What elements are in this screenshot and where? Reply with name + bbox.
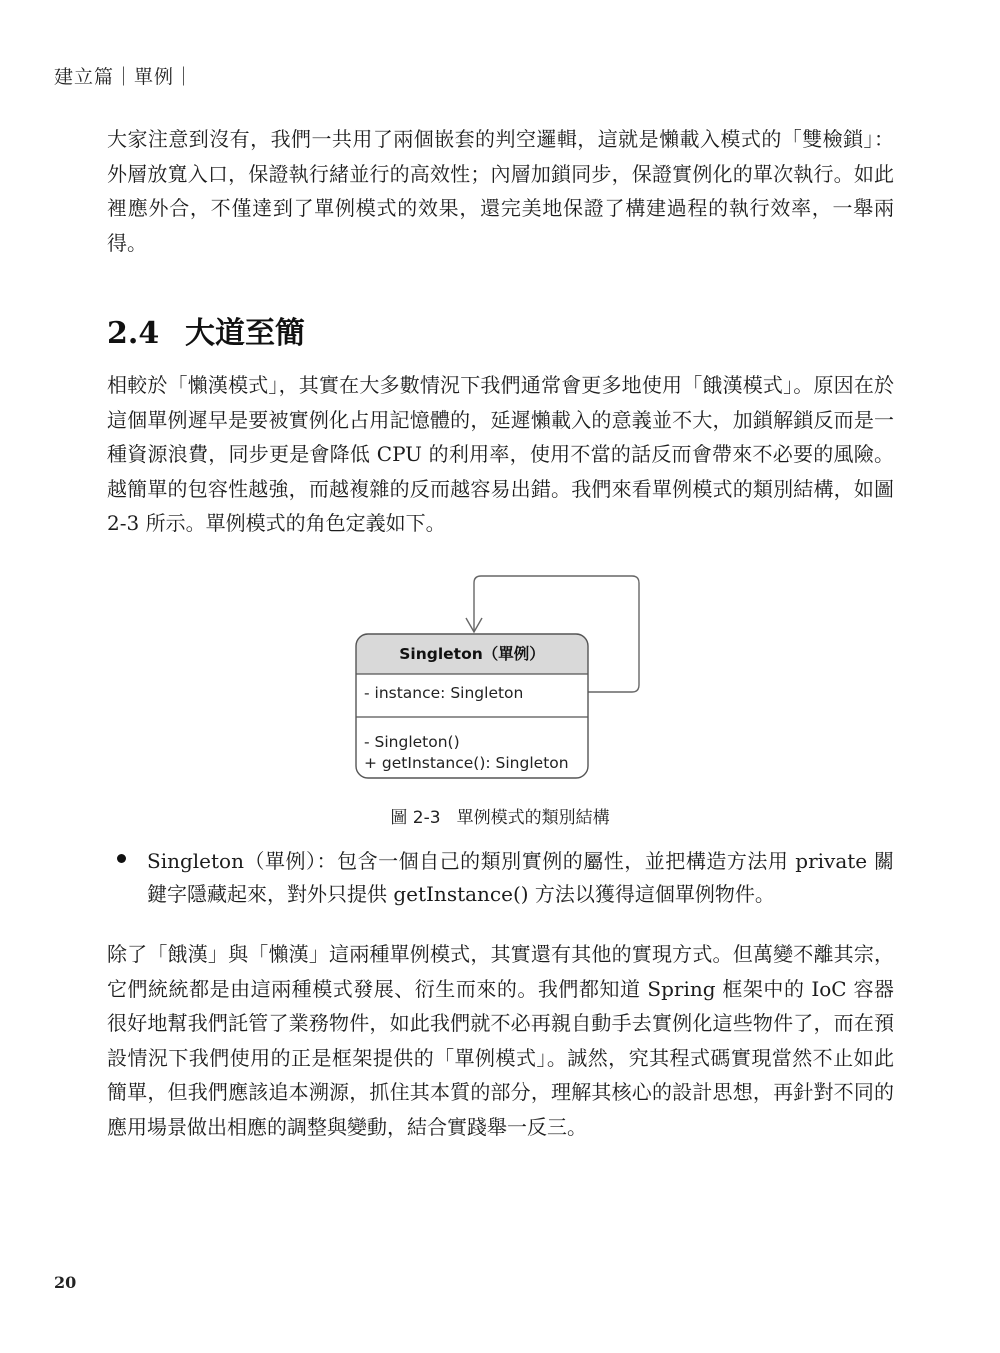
bullet-text: Singleton（單例）：包含一個自己的類別實例的屬性，並把構造方法用 private 關鍵字隱藏起來，對外只提供 getInstance() 方法以獲得這個單例物件。 [147,849,894,906]
class-name: Singleton（單例） [399,645,545,663]
bullet-icon [117,854,126,863]
section-title: 大道至簡 [185,316,305,351]
figure-caption-text: 單例模式的類別結構 [456,808,610,828]
section-number: 2.4 [107,316,160,351]
body-paragraph: 大家注意到沒有，我們一共用了兩個嵌套的判空邏輯，這就是懶載入模式的「雙檢鎖」：外層放寬入口，保證執行緒並行的高效性；內層加鎖同步，保證實例化的單次執行。如此裡應外合，不僅達到了單例模式的效果，還完美地保證了構建過程的執行效率，一舉兩得。 [107,127,894,255]
body-paragraph: 除了「餓漢」與「懶漢」這兩種單例模式，其實還有其他的實現方式。但萬變不離其宗，它們統統都是由這兩種模式發展、衍生而來的。我們都知道 Spring 框架中的 IoC 容器很好地幫我們託管了業務物件，如此我們就不必再親自動手去實例化這些物件了，而在預設情況下我們使用的正是框架提供的「單例模式」。誠然，究其程式碼實現當然不止如此簡單，但我們應該追本溯源，抓住其本質的部分，理解其核心的設計思想，再針對不同的應用場景做出相應的調整與變動，結合實踐舉一反三。 [107,942,894,1139]
class-method: + getInstance(): Singleton [364,754,569,772]
page-number: 20 [54,1273,77,1292]
figure-number: 圖 2-3 [390,808,441,828]
body-paragraph: 相較於「懶漢模式」，其實在大多數情況下我們通常會更多地使用「餓漢模式」。原因在於這個單例遲早是要被實例化占用記憶體的，延遲懶載入的意義並不大，加鎖解鎖反而是一種資源浪費，同步更是會降低 CPU 的利用率，使用不當的話反而會帶來不必要的風險。越簡單的包容性越強，而越複雜的反而越容易出錯。我們來看單例模式的類別結構，如圖 2-3 所示。單例模式的角色定義如下。 [107,373,894,535]
class-method: - Singleton() [364,733,460,751]
class-attribute: - instance: Singleton [364,684,524,702]
section-heading [107,308,305,352]
running-header: 建立篇｜單例｜ [54,66,195,88]
figure-caption [0,803,1000,828]
bullet-item [117,845,894,911]
singleton-uml-diagram [350,570,650,790]
